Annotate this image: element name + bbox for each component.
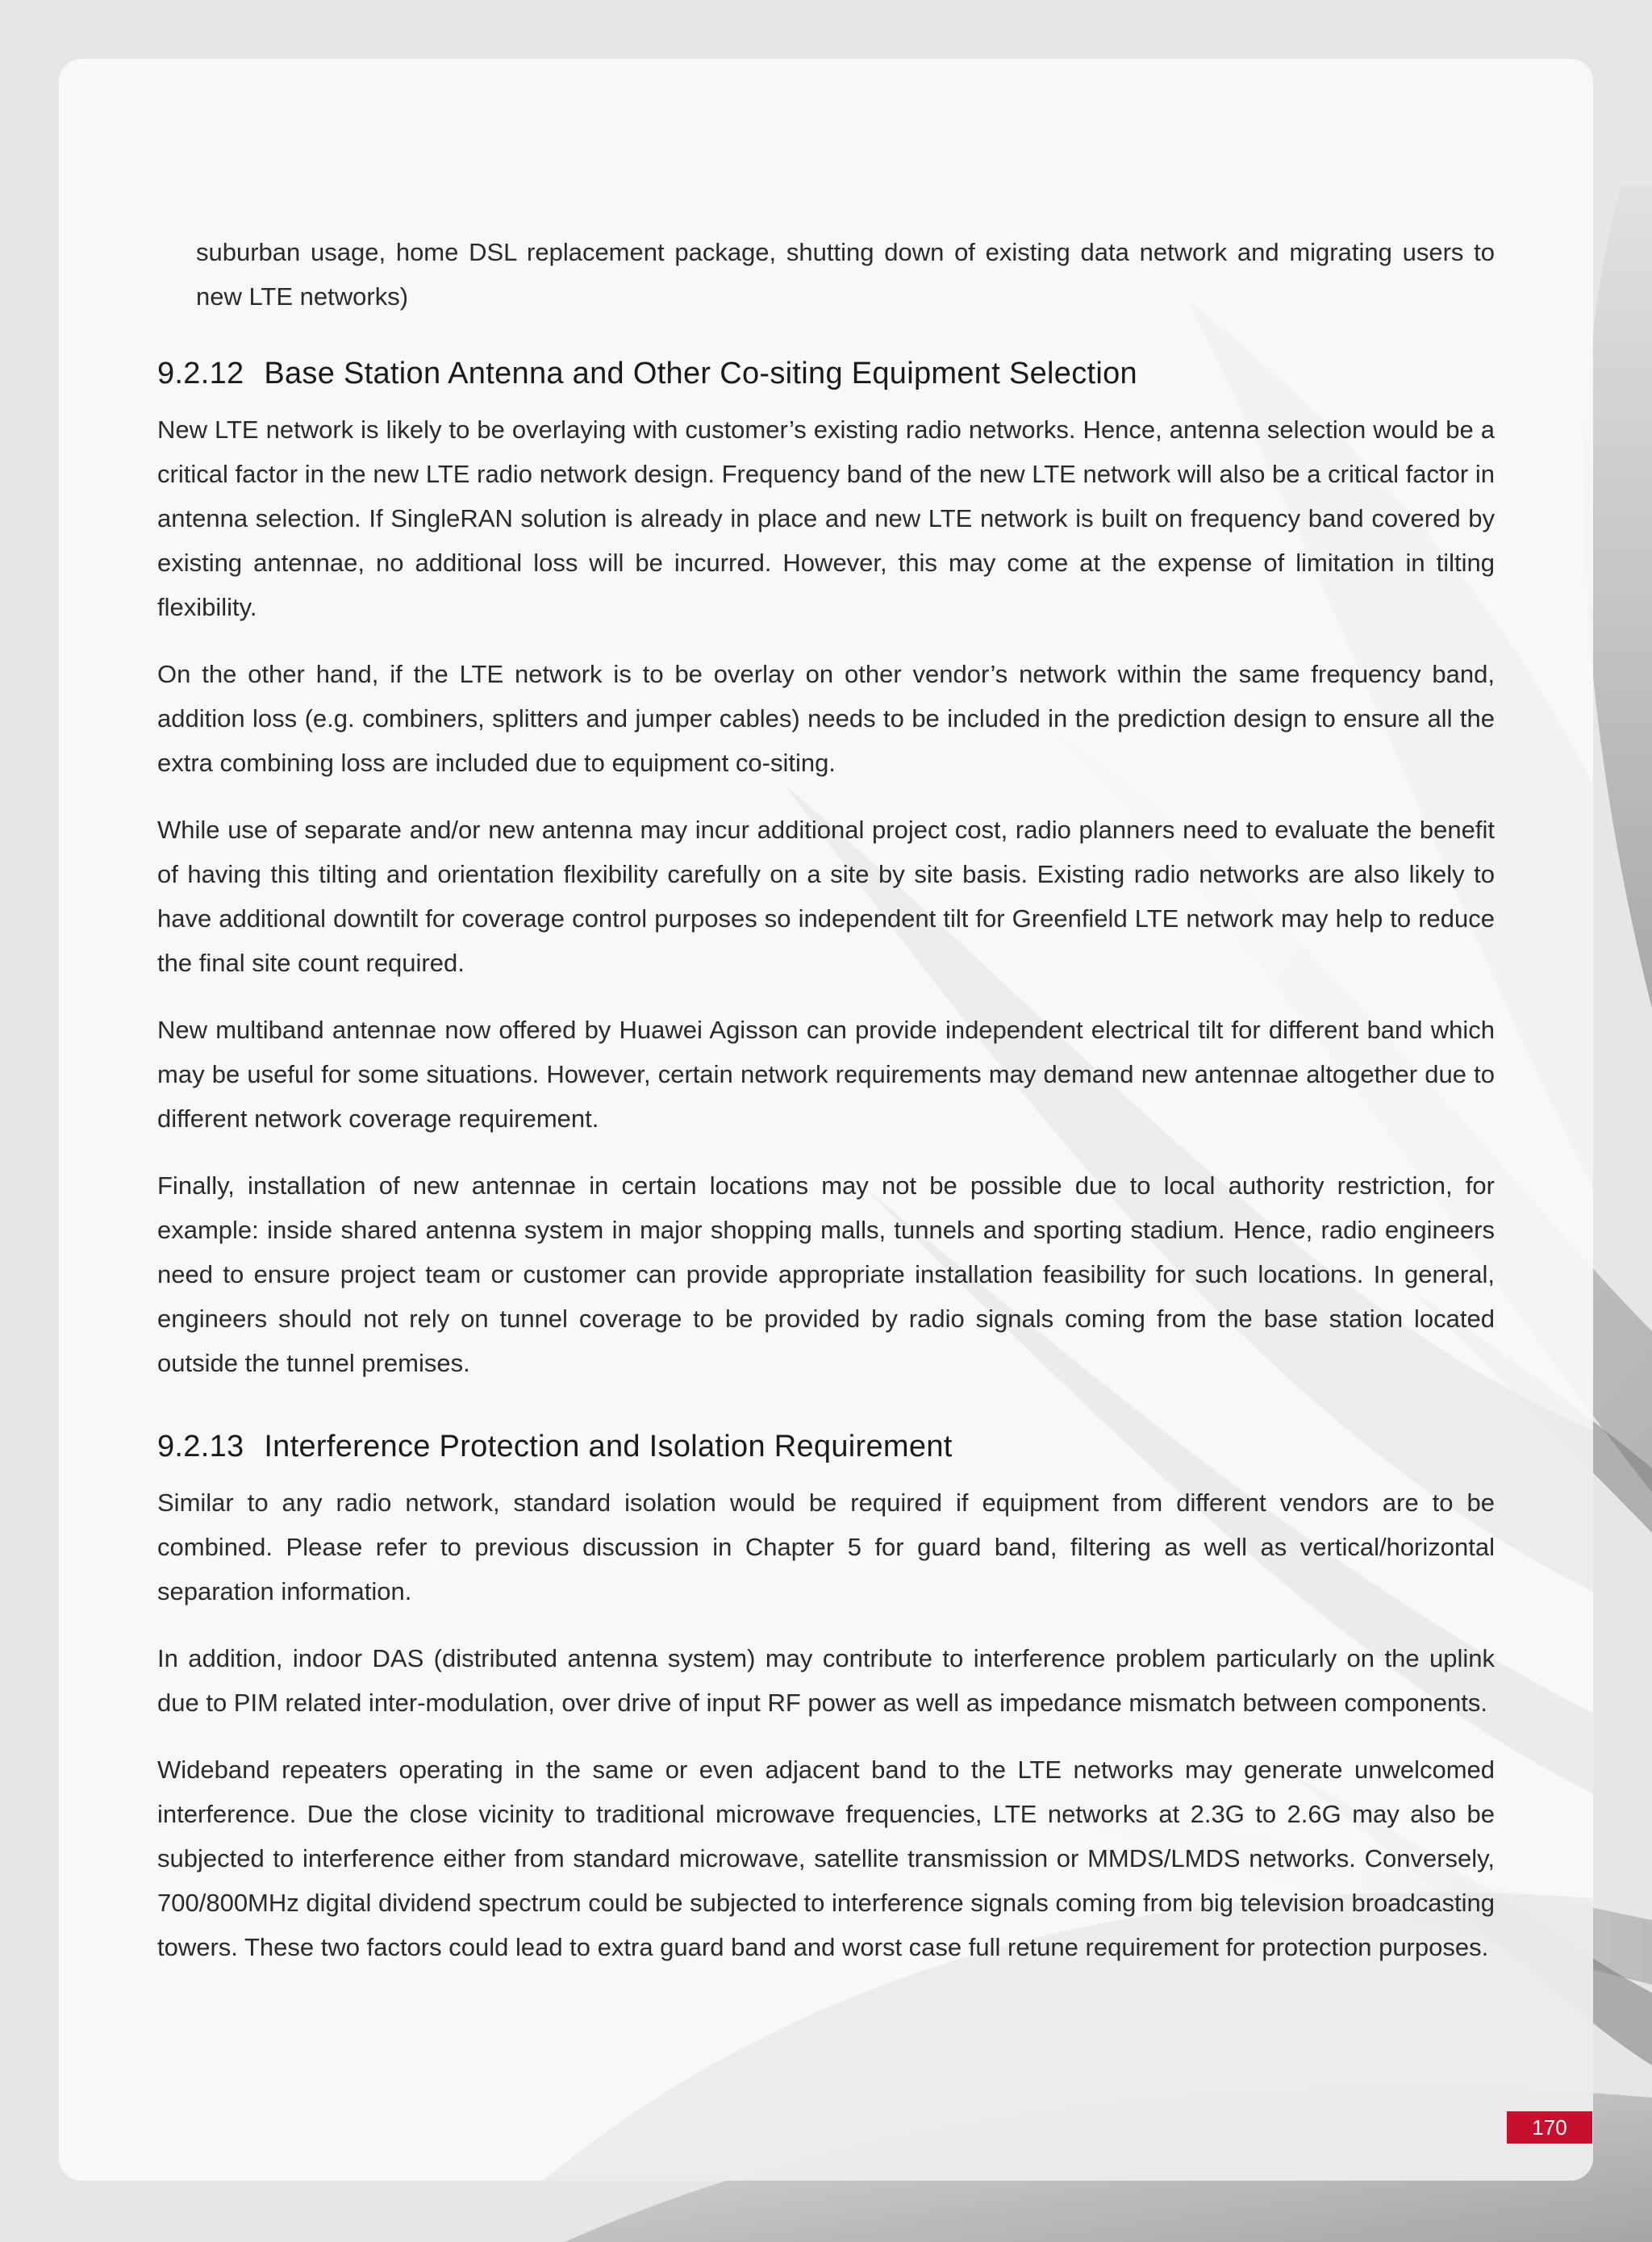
document-body xyxy=(157,230,1495,1992)
section-number: 9.2.13 xyxy=(157,1430,244,1463)
section-title: Base Station Antenna and Other Co-siting Equipment Selection xyxy=(264,357,1137,390)
section-heading-9-2-13 xyxy=(157,1426,1495,1468)
paragraph: New multiband antennae now offered by Huawei Agisson can provide independent electrical tilt for different band which may be useful for some situations. However, certain network requirements may demand new antennae altogether due to different network coverage requirement. xyxy=(157,1016,1495,1133)
paragraph: While use of separate and/or new antenna may incur additional project cost, radio planners need to evaluate the benefit of having this tilting and orientation flexibility carefully on a site by site basis. Existing radio networks are also likely to have additional downtilt for coverage control purposes so independent tilt for Greenfield LTE network may help to reduce the final site count required. xyxy=(157,816,1495,977)
paragraph: New LTE network is likely to be overlaying with customer’s existing radio networks. Hence, antenna selection would be a critical factor in the new LTE radio network design. Frequency band of the new LTE network will also be a critical factor in antenna selection. If SingleRAN solution is already in place and new LTE network is built on frequency band covered by existing antennae, no additional loss will be incurred. However, this may come at the expense of limitation in tilting flexibility. xyxy=(157,415,1495,621)
page-number-badge: 170 xyxy=(1507,2111,1592,2144)
continued-list-text: suburban usage, home DSL replacement package, shutting down of existing data network and migrating users to new LTE networks) xyxy=(196,238,1495,311)
section-number: 9.2.12 xyxy=(157,357,244,390)
section-title: Interference Protection and Isolation Requirement xyxy=(264,1430,953,1463)
paragraph: In addition, indoor DAS (distributed antenna system) may contribute to interference problem particularly on the uplink due to PIM related inter-modulation, over drive of input RF power as well as impedance mismatch between components. xyxy=(157,1644,1495,1717)
section-heading-9-2-12 xyxy=(157,353,1495,395)
paragraph: Similar to any radio network, standard isolation would be required if equipment from different vendors are to be combined. Please refer to previous discussion in Chapter 5 for guard band, filtering as well as vertical/horizontal separation information. xyxy=(157,1488,1495,1605)
paragraph: On the other hand, if the LTE network is to be overlay on other vendor’s network within the same frequency band, addition loss (e.g. combiners, splitters and jumper cables) needs to be included in the prediction design to ensure all the extra combining loss are included due to equipment co-siting. xyxy=(157,660,1495,777)
paragraph: Wideband repeaters operating in the same or even adjacent band to the LTE networks may generate unwelcomed interference. Due the close vicinity to traditional microwave frequencies, LTE networks at 2.3G to 2.6G may also be subjected to interference either from standard microwave, satellite transmission or MMDS/LMDS networks. Conversely, 700/800MHz digital dividend spectrum could be subjected to interference signals coming from big television broadcasting towers. These two factors could lead to extra guard band and worst case full retune requirement for protection purposes. xyxy=(157,1756,1495,1961)
paragraph: Finally, installation of new antennae in certain locations may not be possible due to local authority restriction, for example: inside shared antenna system in major shopping malls, tunnels and sporting stadium. Hence, radio engineers need to ensure project team or customer can provide appropriate installation feasibility for such locations. In general, engineers should not rely on tunnel coverage to be provided by radio signals coming from the base station located outside the tunnel premises. xyxy=(157,1171,1495,1377)
